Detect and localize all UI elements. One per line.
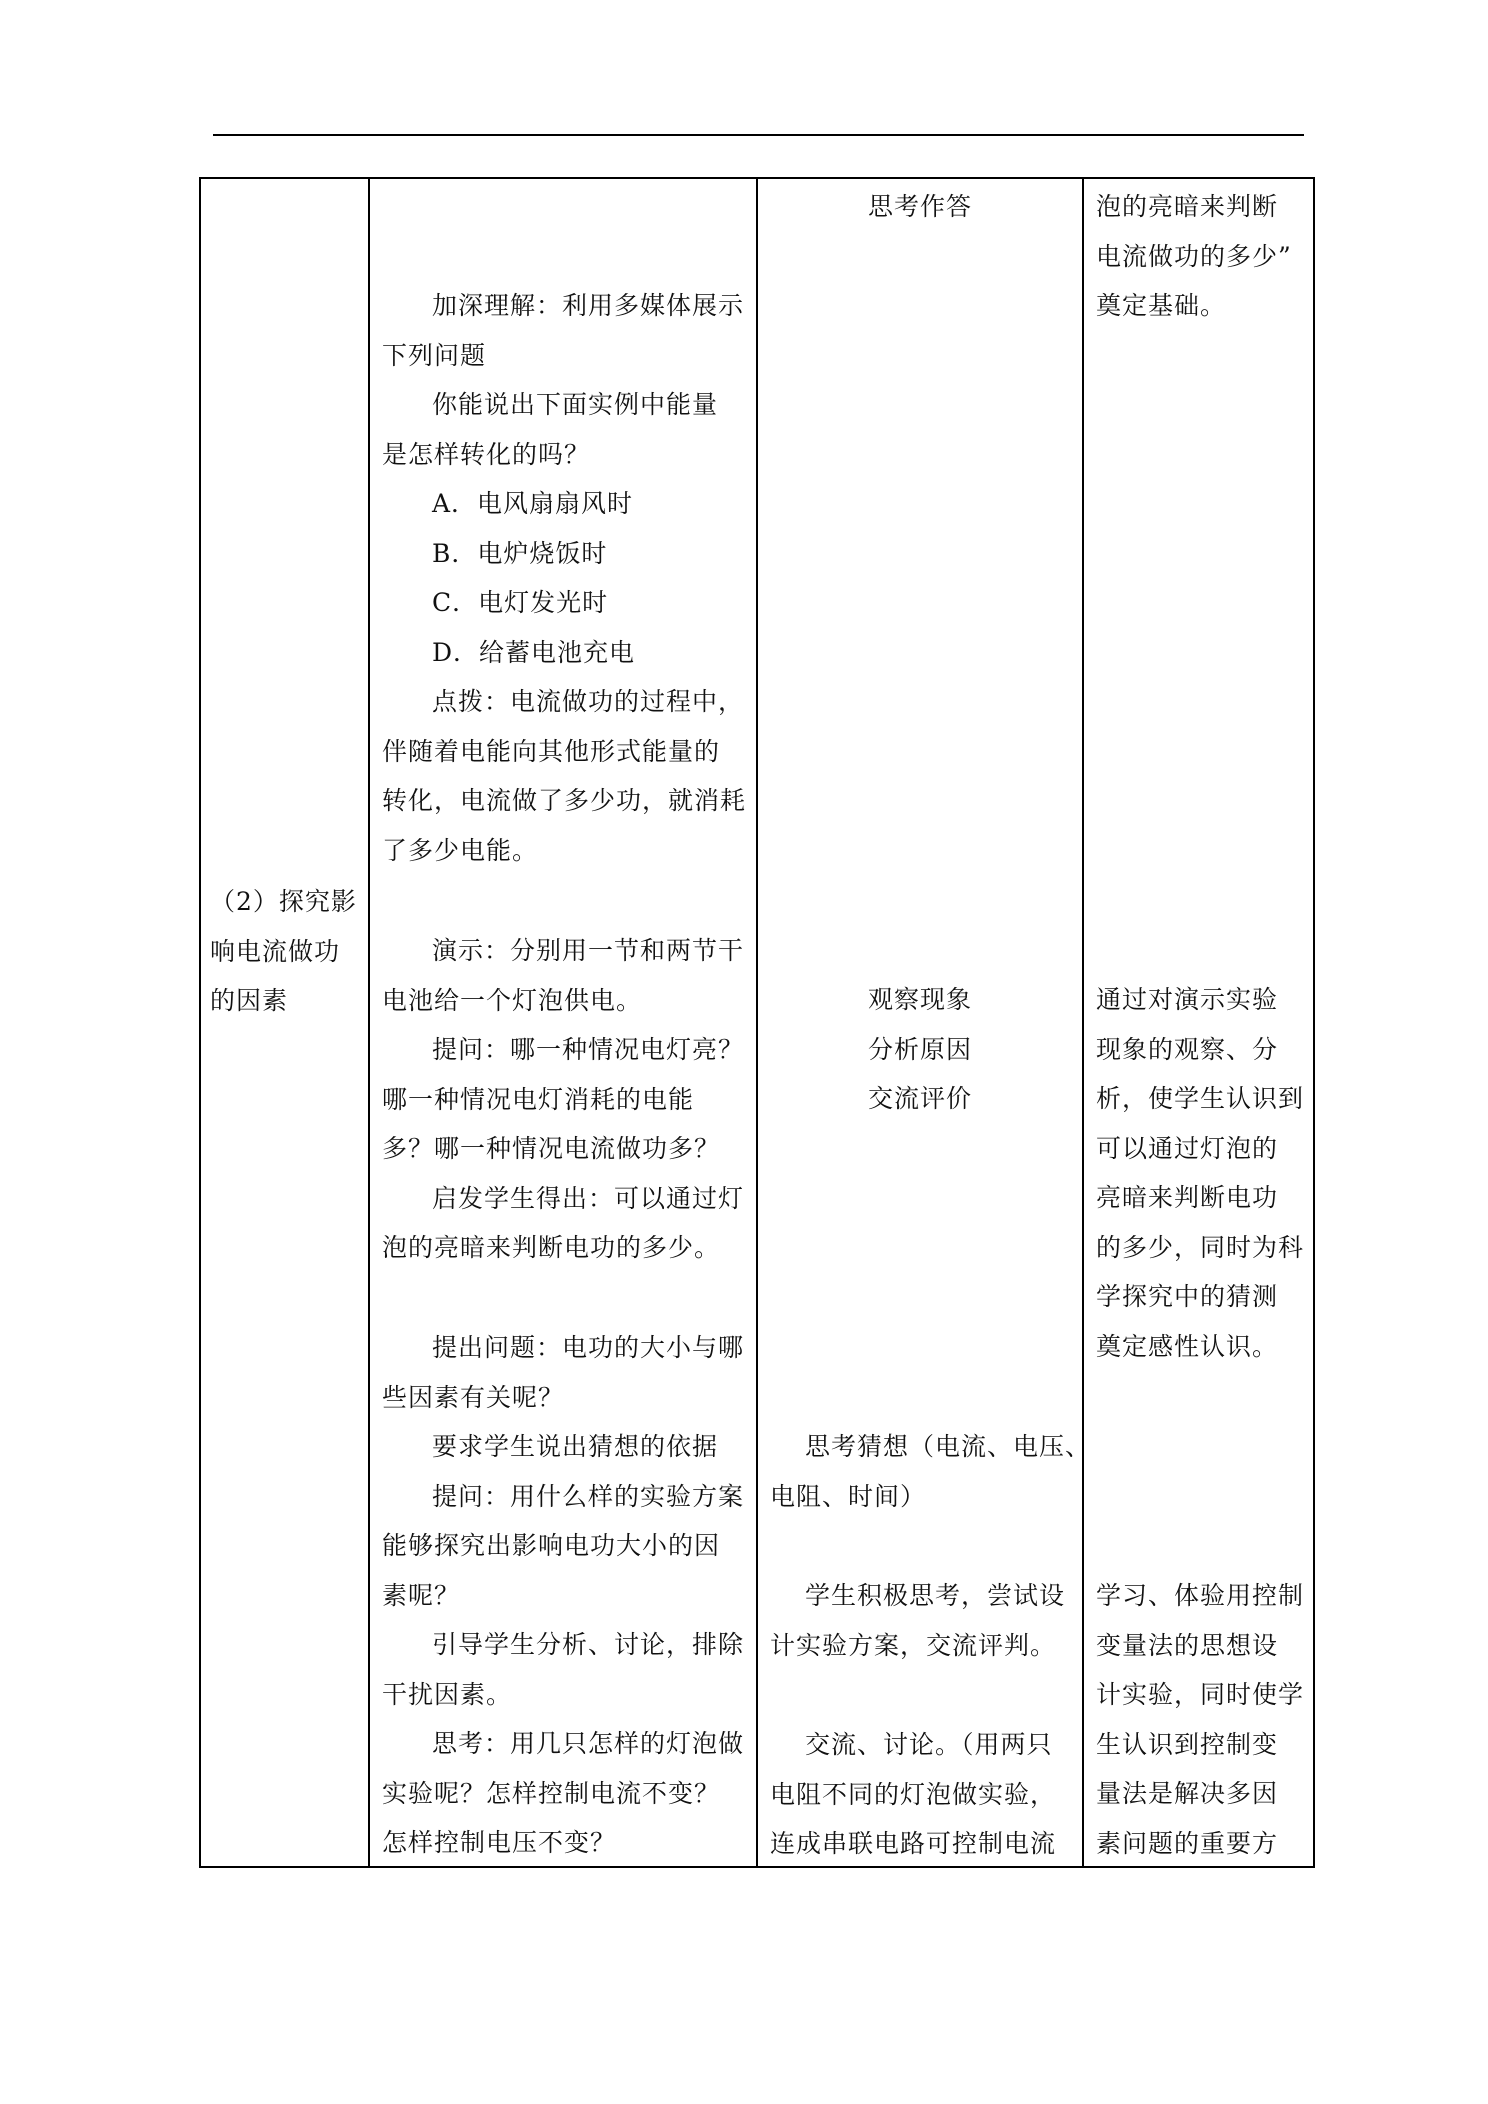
text-line: 学探究中的猜测 [1096,1282,1279,1311]
text-line: A．电风扇扇风时 [432,489,634,518]
section-title-line: 的因素 [210,986,289,1015]
text-line: 能够探究出影响电功大小的因 [382,1531,721,1560]
text-line: C．电灯发光时 [432,588,609,617]
text-line: 的多少，同时为科 [1096,1232,1305,1262]
student-observe [770,975,1070,1124]
text-line: 点拨：电流做功的过程中， [432,687,745,716]
intent-bottom [1096,1571,1304,1868]
text-line: 交流、讨论。（用两只 [805,1730,1053,1759]
teacher-block-3 [382,1323,744,1868]
text-line: 是怎样转化的吗？ [382,439,591,469]
text-line: 连成串联电路可控制电流 [770,1829,1057,1858]
text-line: 奠定感性认识。 [1096,1331,1279,1361]
text-line: 提问：哪一种情况电灯亮？ [432,1035,745,1064]
intent-top [1096,182,1292,331]
table-border-left [199,177,201,1868]
lesson-table [199,177,1315,1868]
text-line: 量法是解决多因 [1096,1779,1279,1808]
text-line: 要求学生说出猜想的依据 [432,1432,719,1461]
text-line: 素问题的重要方 [1096,1828,1279,1858]
text-line: 哪一种情况电灯消耗的电能 [382,1084,695,1114]
text-line: 下列问题 [382,340,487,370]
text-line: 提问：用什么样的实验方案 [432,1481,745,1511]
student-discuss [770,1720,1056,1869]
teacher-block-2 [382,926,744,1273]
teacher-block-1 [382,281,746,875]
text-line: 电流做功的多少” [1096,241,1292,271]
text-line: 亮暗来判断电功 [1096,1183,1279,1212]
section-title [210,877,357,1026]
student-guess [770,1422,1091,1521]
text-line: B．电炉烧饭时 [432,538,608,568]
text-line: 交流评价 [867,1084,972,1113]
text-line: 奠定基础。 [1096,291,1227,320]
text-line: D．给蓄电池充电 [432,637,636,667]
text-line: 分析原因 [867,1034,972,1064]
text-line: 实验呢？怎样控制电流不变？ [382,1778,721,1808]
text-line: 泡的亮暗来判断电功的多少。 [382,1233,721,1262]
text-line: 干扰因素。 [382,1679,513,1709]
text-line: 生认识到控制变 [1096,1729,1279,1759]
text-line: 加深理解：利用多媒体展示 [432,291,745,320]
text-line: 思考猜想（电流、电压、 [805,1432,1092,1461]
text-line: 伴随着电能向其他形式能量的 [382,736,721,766]
text-line: 思考：用几只怎样的灯泡做 [432,1729,745,1758]
text-line: 电池给一个灯泡供电。 [382,985,643,1015]
text-line: 转化，电流做了多少功，就消耗 [382,786,747,815]
text-line: 启发学生得出：可以通过灯 [432,1183,745,1213]
table-border-right [1313,177,1315,1868]
text-line: 计实验方案，交流评判。 [770,1630,1057,1660]
text-line: 观察现象 [867,985,972,1014]
text-line: 析，使学生认识到 [1096,1084,1305,1113]
text-line: 多？哪一种情况电流做功多？ [382,1134,721,1163]
text-line: 通过对演示实验 [1096,985,1279,1014]
text-line: 了多少电能。 [382,835,539,865]
text-line: 学习、体验用控制 [1096,1581,1305,1610]
section-title-line: 响电流做功 [210,936,341,966]
text-line: 你能说出下面实例中能量 [432,390,719,419]
text-line: 计实验，同时使学 [1096,1680,1305,1709]
column-divider-1 [368,177,370,1868]
section-title-line: （2）探究影 [210,887,357,916]
text-line: 思考作答 [867,192,972,221]
text-line: 引导学生分析、讨论，排除 [432,1630,745,1659]
intent-middle [1096,975,1304,1371]
text-line: 演示：分别用一节和两节干 [432,936,745,965]
student-design [770,1571,1065,1670]
header-rule [213,134,1304,136]
text-line: 学生积极思考，尝试设 [805,1581,1066,1610]
text-line: 泡的亮暗来判断 [1096,192,1279,221]
column-divider-2 [756,177,758,1868]
column-divider-3 [1082,177,1084,1868]
text-line: 现象的观察、分 [1096,1034,1279,1064]
text-line: 些因素有关呢？ [382,1382,565,1412]
student-think-answer [770,182,1070,232]
text-line: 变量法的思想设 [1096,1630,1279,1660]
text-line: 可以通过灯泡的 [1096,1133,1279,1163]
text-line: 怎样控制电压不变？ [382,1828,617,1857]
text-line: 电阻不同的灯泡做实验， [770,1779,1057,1809]
text-line: 提出问题：电功的大小与哪 [432,1333,745,1362]
text-line: 素呢？ [382,1580,461,1610]
text-line: 电阻、时间） [770,1481,927,1511]
